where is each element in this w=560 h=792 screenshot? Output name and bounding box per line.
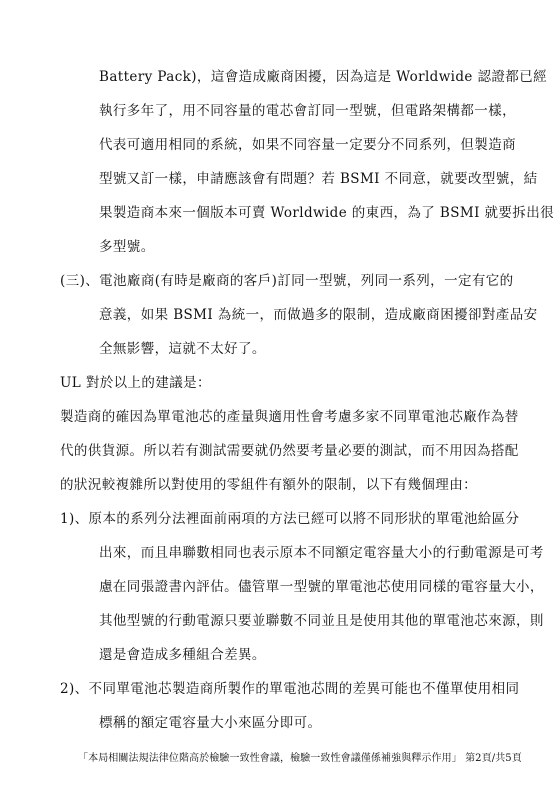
paragraph-line: 意義，如果 BSMI 為統一，而做過多的限制，造成廠商困擾卻對產品安 xyxy=(99,307,538,323)
paragraph-line: 出來，而且串聯數相同也表示原本不同額定電容量大小的行動電源是可考 xyxy=(99,545,544,561)
paragraph-line: 還是會造成多種組合差異。 xyxy=(99,647,266,663)
paragraph-line: 代的供貨源。所以若有測試需要就仍然要考量必要的測試，而不用因為搭配 xyxy=(60,443,519,459)
paragraph-line: Battery Pack)，這會造成廠商困擾，因為這是 Worldwide 認證都已經 xyxy=(99,69,547,85)
paragraph-line: 多型號。 xyxy=(99,239,155,255)
paragraph-line: 全無影響，這就不太好了。 xyxy=(99,341,266,357)
paragraph-line: 慮在同張證書內評估。儘管單一型號的單電池芯使用同樣的電容量大小， xyxy=(99,579,544,595)
paragraph-line: 型號又訂一樣，申請應該會有問題？若 BSMI 不同意，就要改型號，結 xyxy=(99,171,538,187)
list-item-2: 2)、不同單電池芯製造商所製作的單電池芯間的差異可能也不僅單使用相同 xyxy=(60,681,520,697)
page-footer: 「本局相關法規法律位階高於檢驗一致性會議，檢驗一致性會議僅係補強與釋示作用」 第2頁/共5頁 xyxy=(78,753,522,764)
paragraph-line: 執行多年了，用不同容量的電芯會訂同一型號，但電路架構都一樣， xyxy=(99,103,516,119)
paragraph-line: 其他型號的行動電源只要並聯數不同並且是使用其他的單電池芯來源，則 xyxy=(99,613,544,629)
paragraph-line: 果製造商本來一個版本可賣 Worldwide 的東西，為了 BSMI 就要拆出很 xyxy=(99,205,554,221)
section-heading: UL 對於以上的建議是： xyxy=(60,375,211,391)
paragraph-line: 製造商的確因為單電池芯的產量與適用性會考慮多家不同單電池芯廠作為替 xyxy=(60,409,519,425)
paragraph-line: 的狀況較複雜所以對使用的零組件有額外的限制，以下有幾個理由： xyxy=(60,477,477,493)
paragraph-line: 代表可適用相同的系統，如果不同容量一定要分不同系列，但製造商 xyxy=(99,137,516,153)
paragraph-line: 標稱的額定電容量大小來區分即可。 xyxy=(99,715,322,731)
list-item-1: 1)、原本的系列分法裡面前兩項的方法已經可以將不同形狀的單電池給區分 xyxy=(60,511,520,527)
list-item-3: (三)、電池廠商(有時是廠商的客戶)訂同一型號，列同一系列，一定有它的 xyxy=(60,273,514,289)
